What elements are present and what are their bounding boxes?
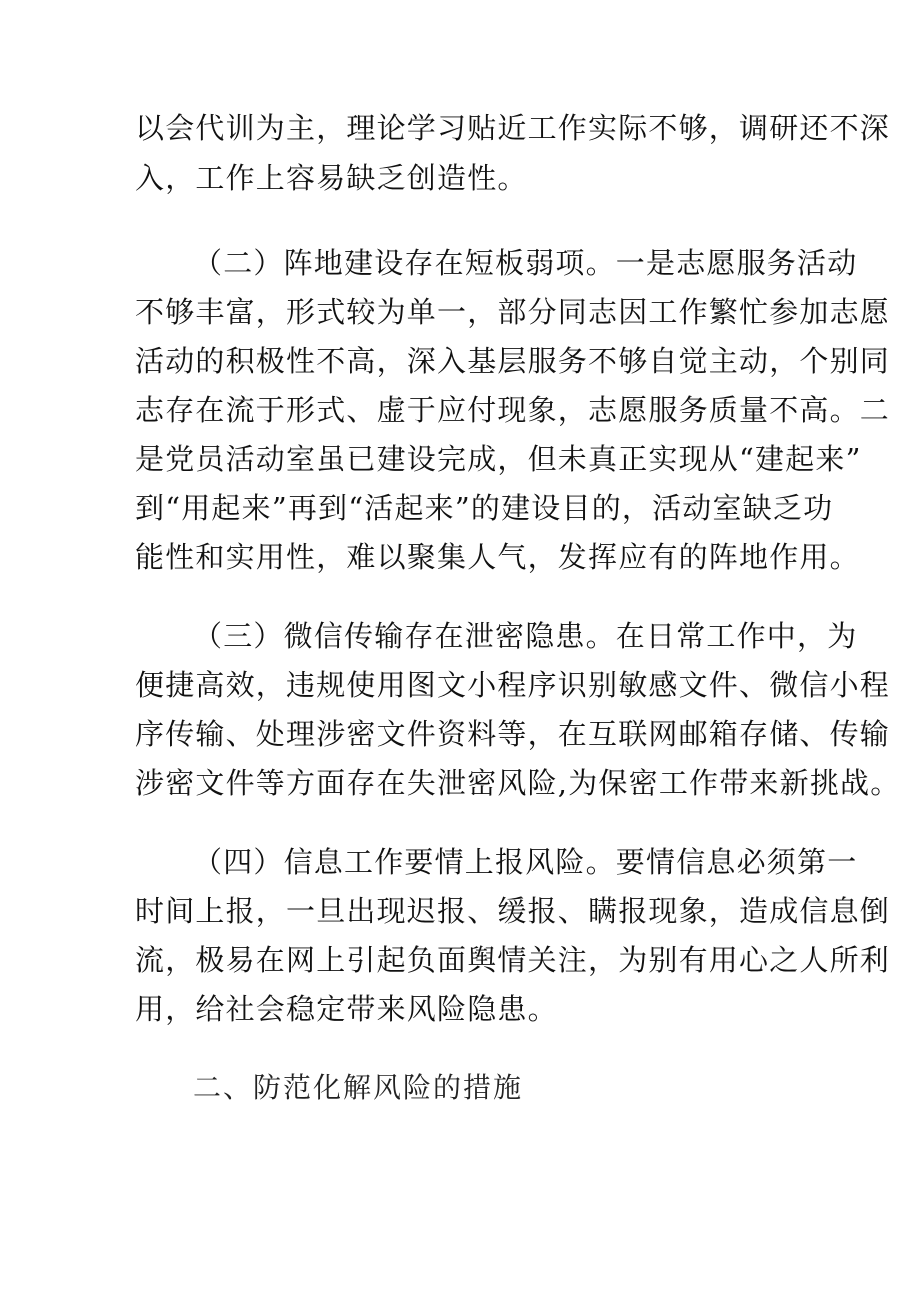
paragraph-line: 到“用起来”再到“活起来”的建设目的，活动室缺乏功 <box>135 491 834 525</box>
paragraph-line: 时间上报，一旦出现迟报、缓报、瞒报现象，造成信息倒 <box>135 894 891 928</box>
paragraph-line: （二）阵地建设存在短板弱项。一是志愿服务活动 <box>193 246 858 280</box>
section-heading: 二、防范化解风险的措施 <box>193 1071 524 1104</box>
paragraph-line: 以会代训为主，理论学习贴近工作实际不够，调研还不深 <box>135 111 891 145</box>
paragraph-line: 用，给社会稳定带来风险隐患。 <box>135 992 558 1026</box>
paragraph-line: 序传输、处理涉密文件资料等，在互联网邮箱存储、传输 <box>135 717 891 751</box>
paragraph-line: 入，工作上容易缺乏创造性。 <box>135 161 528 195</box>
paragraph-line: 便捷高效，违规使用图文小程序识别敏感文件、微信小程 <box>135 668 891 702</box>
paragraph-line: 能性和实用性，难以聚集人气，发挥应有的阵地作用。 <box>135 540 860 574</box>
paragraph-line: 不够丰富，形式较为单一，部分同志因工作繁忙参加志愿 <box>135 295 891 329</box>
paragraph-line: 志存在流于形式、虚于应付现象，志愿服务质量不高。二 <box>135 393 891 427</box>
paragraph-line: 流，极易在网上引起负面舆情关注，为别有用心之人所利 <box>135 943 891 977</box>
paragraph-line: （三）微信传输存在泄密隐患。在日常工作中，为 <box>193 619 858 653</box>
paragraph-line: （四）信息工作要情上报风险。要情信息必须第一 <box>193 845 858 879</box>
paragraph-line: 活动的积极性不高，深入基层服务不够自觉主动，个别同 <box>135 344 891 378</box>
paragraph-line: 是党员活动室虽已建设完成，但未真正实现从“建起来” <box>135 442 862 476</box>
paragraph-line: 涉密文件等方面存在失泄密风险,为保密工作带来新挑战。 <box>135 766 901 800</box>
